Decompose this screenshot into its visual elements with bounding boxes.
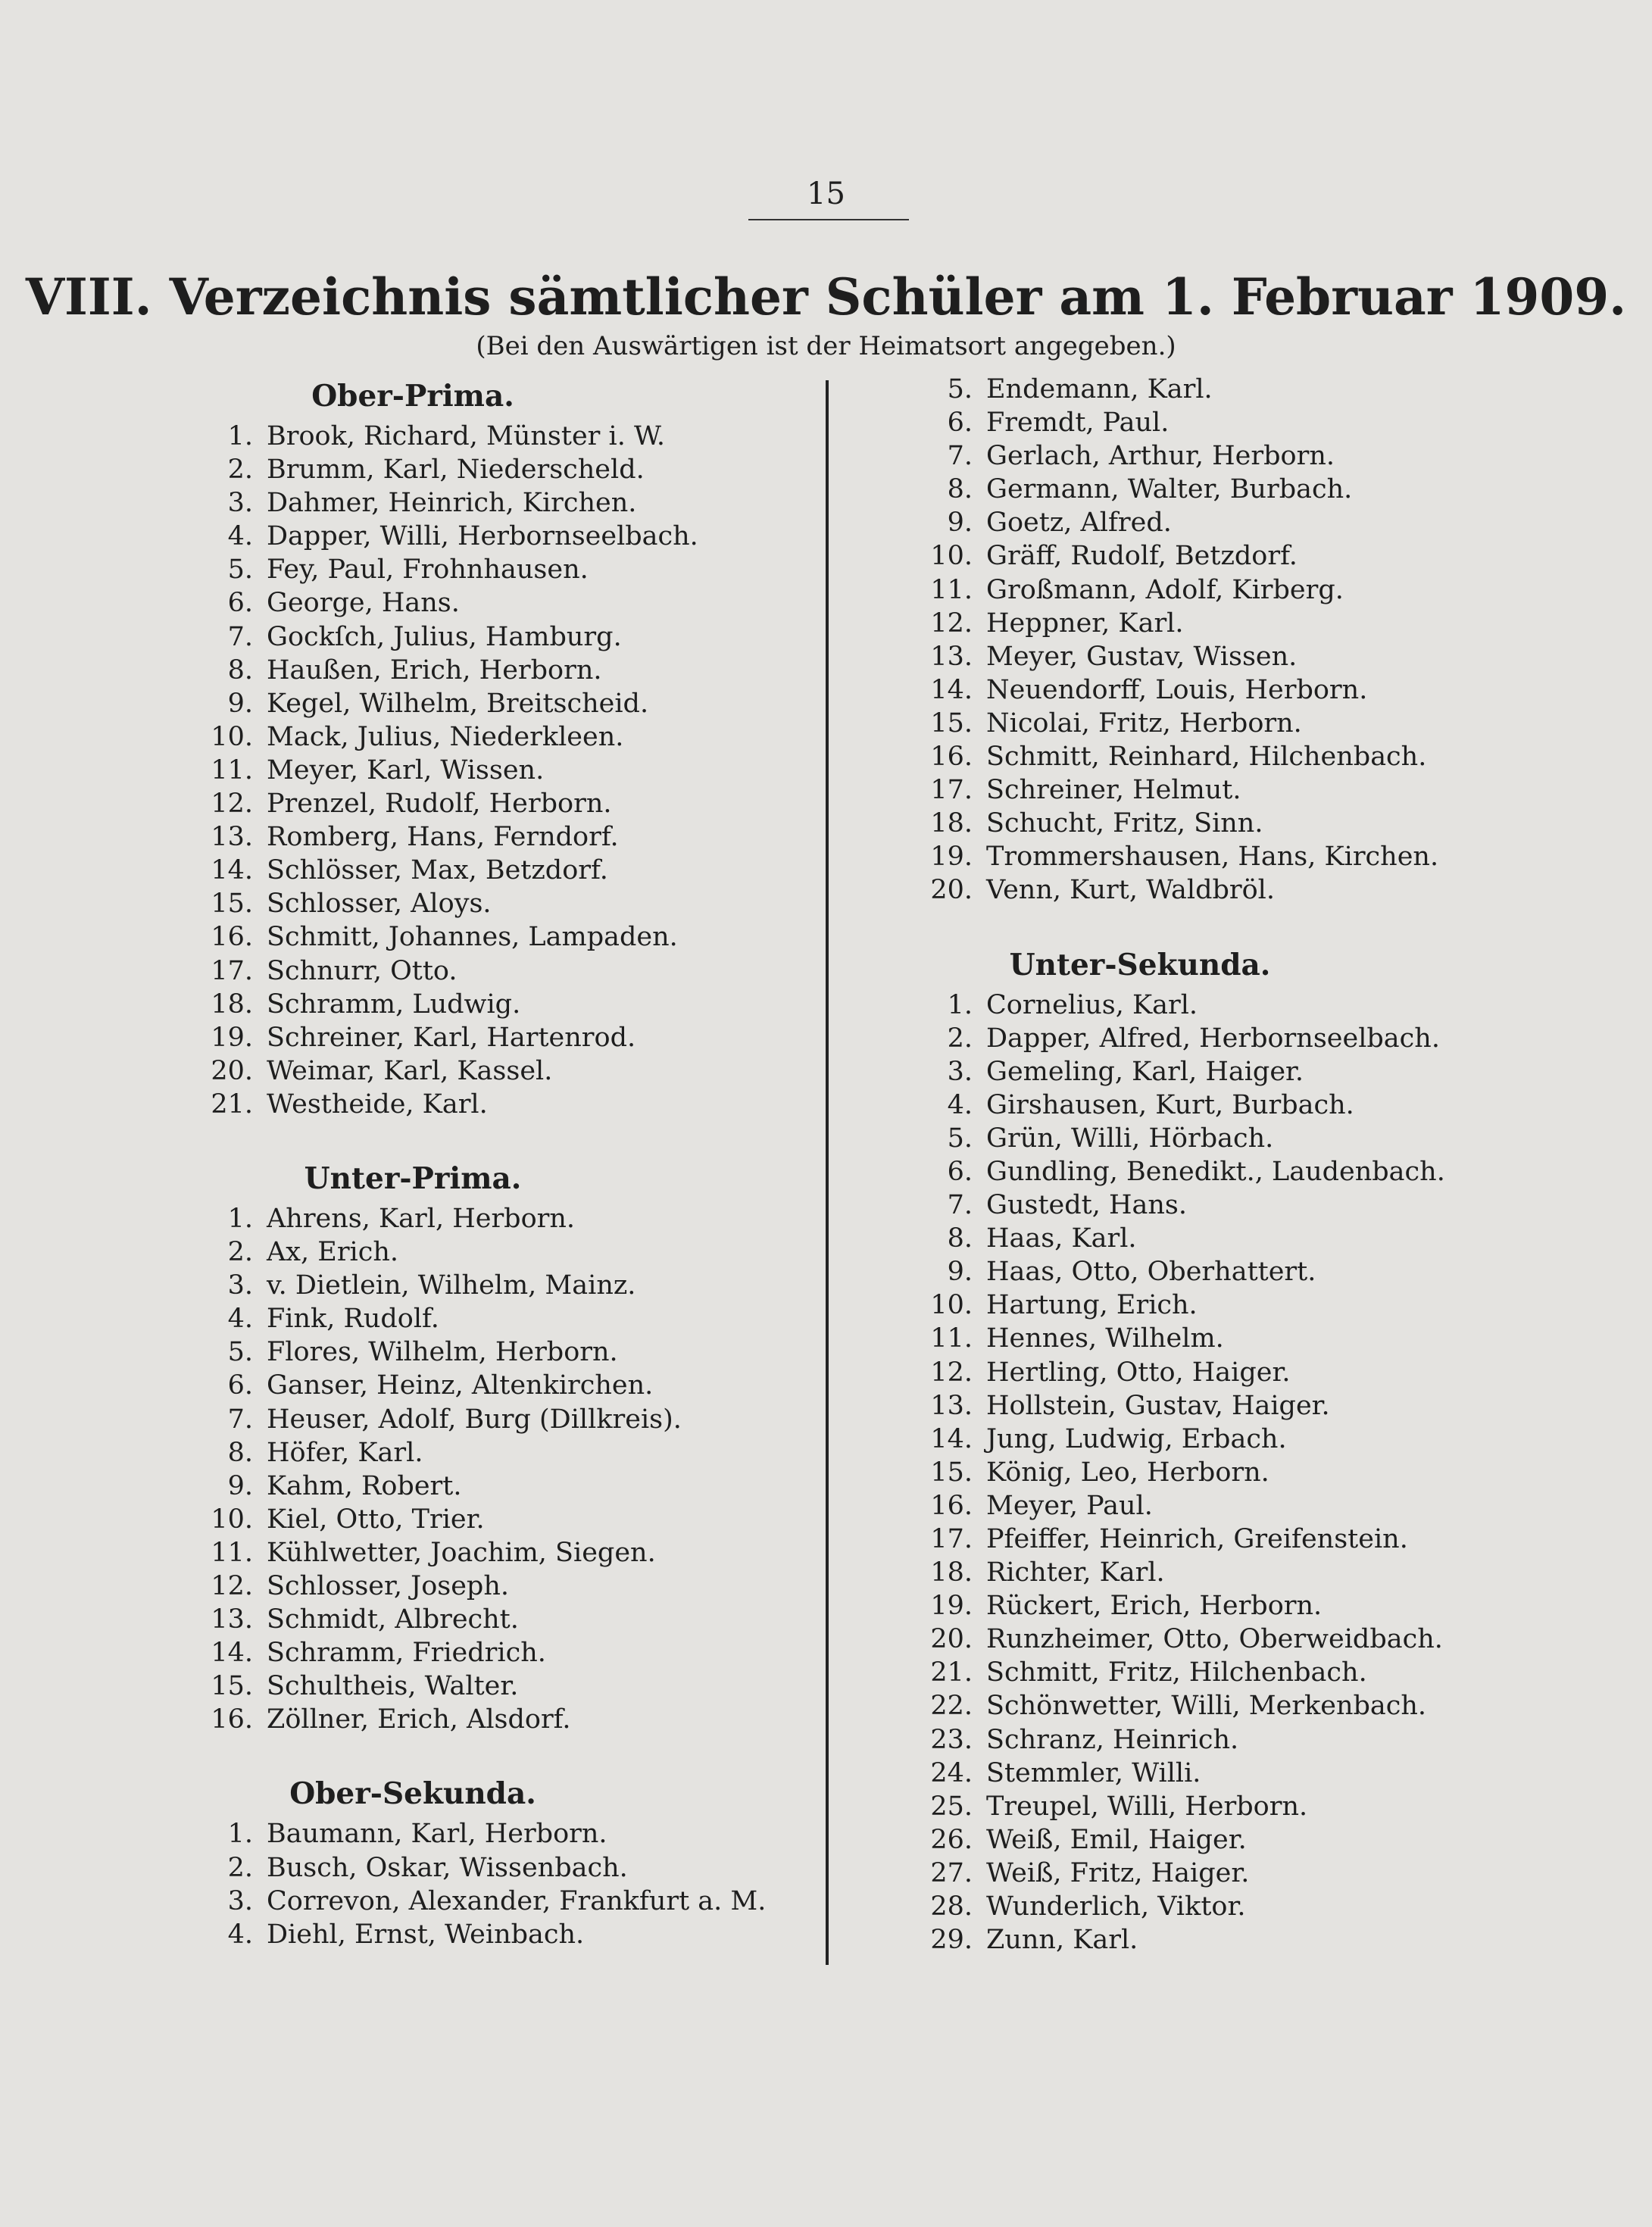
- entry-number: 23.: [930, 1724, 973, 1755]
- entry-name: Baumann, Karl, Herborn.: [267, 1819, 607, 1850]
- section-title-ober-prima: Ober-Prima.: [311, 379, 514, 414]
- page-title: VIII. Verzeichnis sämtlicher Schüler am 1. Februar 1909.: [25, 267, 1627, 326]
- list-item: [189, 687, 810, 720]
- entry-name: Schmitt, Johannes, Lampaden.: [267, 922, 678, 953]
- list-item: [189, 954, 810, 988]
- list-item: [189, 1403, 810, 1436]
- entry-number: 1.: [227, 1203, 253, 1234]
- entry-number: 17.: [930, 775, 973, 806]
- list-item: [189, 1851, 810, 1885]
- entry-number: 13.: [211, 1604, 253, 1635]
- list-item: [189, 453, 810, 486]
- entry-number: 7.: [947, 441, 973, 472]
- entry-name: Cornelius, Karl.: [986, 989, 1198, 1020]
- column-divider: [826, 380, 829, 1965]
- entry-number: 2.: [227, 1852, 253, 1883]
- entry-name: Busch, Oskar, Wissenbach.: [267, 1852, 628, 1883]
- list-unter-prima: [189, 1202, 810, 1737]
- list-item: [901, 1188, 1629, 1222]
- list-item: [901, 607, 1629, 640]
- list-item: [901, 1456, 1629, 1489]
- list-item: [189, 1703, 810, 1736]
- entry-number: 7.: [227, 621, 253, 652]
- list-item: [901, 989, 1629, 1022]
- list-item: [901, 539, 1629, 573]
- entry-name: Schmitt, Fritz, Hilchenbach.: [986, 1657, 1367, 1688]
- list-item: [189, 1269, 810, 1302]
- entry-name: Correvon, Alexander, Frankfurt a. M.: [267, 1885, 767, 1916]
- entry-name: Kühlwetter, Joachim, Siegen.: [267, 1537, 656, 1568]
- list-item: [189, 820, 810, 854]
- entry-number: 3.: [227, 1885, 253, 1916]
- entry-name: Westheide, Karl.: [267, 1089, 488, 1120]
- entry-number: 5.: [227, 554, 253, 586]
- entry-name: Venn, Kurt, Waldbröl.: [986, 875, 1276, 906]
- section-title-unter-prima: Unter-Prima.: [304, 1160, 522, 1196]
- entry-number: 14.: [211, 855, 253, 886]
- entry-name: Hartung, Erich.: [986, 1290, 1198, 1321]
- entry-number: 11.: [211, 754, 253, 786]
- list-item: [189, 1817, 810, 1851]
- entry-number: 15.: [211, 889, 253, 920]
- entry-number: 8.: [947, 474, 973, 505]
- list-item: [189, 1021, 810, 1054]
- entry-name: Zöllner, Erich, Alsdorf.: [267, 1704, 571, 1735]
- entry-name: Gundling, Benedikt., Laudenbach.: [986, 1156, 1445, 1187]
- entry-name: Gräff, Rudolf, Betzdorf.: [986, 541, 1298, 572]
- entry-name: Mack, Julius, Niederkleen.: [267, 721, 624, 752]
- page-number: 15: [807, 176, 845, 211]
- entry-number: 3.: [947, 1056, 973, 1087]
- entry-name: Nicolai, Fritz, Herborn.: [986, 707, 1302, 739]
- entry-number: 9.: [227, 1470, 253, 1501]
- list-item: [189, 1885, 810, 1918]
- list-ober-sekunda: [189, 1817, 810, 1951]
- page-subtitle: (Bei den Auswärtigen ist der Heimatsort angegeben.): [476, 331, 1176, 361]
- left-column: [189, 373, 810, 1951]
- entry-name: Schönwetter, Willi, Merkenbach.: [986, 1691, 1427, 1722]
- list-item: [901, 506, 1629, 539]
- list-item: [901, 1022, 1629, 1055]
- entry-number: 14.: [930, 674, 973, 705]
- entry-number: 4.: [227, 521, 253, 552]
- list-item: [901, 406, 1629, 439]
- list-item: [189, 420, 810, 453]
- entry-number: 1.: [947, 989, 973, 1020]
- entry-number: 3.: [227, 488, 253, 519]
- entry-number: 5.: [227, 1337, 253, 1368]
- list-item: [901, 873, 1629, 907]
- entry-number: 18.: [211, 989, 253, 1020]
- entry-number: 6.: [947, 408, 973, 439]
- entry-name: Hertling, Otto, Haiger.: [986, 1357, 1291, 1388]
- entry-name: Romberg, Hans, Ferndorf.: [267, 822, 619, 853]
- entry-number: 26.: [930, 1824, 973, 1855]
- entry-number: 8.: [227, 654, 253, 686]
- list-item: [189, 1088, 810, 1121]
- entry-number: 4.: [227, 1919, 253, 1950]
- entry-name: Rückert, Erich, Herborn.: [986, 1591, 1323, 1622]
- list-item: [901, 840, 1629, 873]
- entry-name: Treupel, Willi, Herborn.: [986, 1791, 1308, 1822]
- entry-number: 9.: [947, 508, 973, 539]
- list-item: [901, 1623, 1629, 1656]
- list-item: [901, 1723, 1629, 1757]
- entry-number: 6.: [947, 1156, 973, 1187]
- list-item: [901, 573, 1629, 607]
- entry-name: Schramm, Friedrich.: [267, 1638, 546, 1669]
- entry-number: 10.: [930, 541, 973, 572]
- entry-number: 25.: [930, 1791, 973, 1822]
- entry-name: Schlosser, Aloys.: [267, 889, 492, 920]
- entry-name: Wunderlich, Viktor.: [986, 1891, 1246, 1922]
- entry-name: Stemmler, Willi.: [986, 1757, 1201, 1788]
- entry-name: Germann, Walter, Burbach.: [986, 474, 1353, 505]
- list-item: [189, 553, 810, 586]
- entry-name: Großmann, Adolf, Kirberg.: [986, 574, 1344, 605]
- entry-number: 12.: [211, 789, 253, 820]
- entry-number: 4.: [227, 1304, 253, 1335]
- entry-number: 16.: [211, 1704, 253, 1735]
- entry-name: Schlosser, Joseph.: [267, 1571, 510, 1601]
- entry-number: 10.: [211, 1504, 253, 1535]
- entry-number: 18.: [930, 1557, 973, 1588]
- list-item: [189, 1603, 810, 1636]
- right-column: [901, 373, 1629, 1957]
- entry-name: Schreiner, Helmut.: [986, 775, 1241, 806]
- list-item: [901, 807, 1629, 840]
- list-item: [189, 586, 810, 620]
- entry-name: Meyer, Paul.: [986, 1490, 1153, 1521]
- entry-name: Hollstein, Gustav, Haiger.: [986, 1390, 1330, 1421]
- list-item: [901, 1322, 1629, 1355]
- entry-number: 5.: [947, 374, 973, 404]
- list-item: [189, 1918, 810, 1951]
- entry-number: 13.: [930, 641, 973, 672]
- entry-name: v. Dietlein, Wilhelm, Mainz.: [267, 1270, 636, 1301]
- entry-number: 8.: [947, 1223, 973, 1254]
- entry-number: 6.: [227, 1370, 253, 1401]
- entry-number: 29.: [930, 1925, 973, 1956]
- entry-name: Hennes, Wilhelm.: [986, 1323, 1224, 1354]
- entry-number: 20.: [930, 1624, 973, 1655]
- page-number-rule: [748, 219, 909, 220]
- entry-name: Haas, Otto, Oberhattert.: [986, 1257, 1316, 1288]
- list-item: [189, 1503, 810, 1536]
- entry-name: Haas, Karl.: [986, 1223, 1137, 1254]
- list-item: [189, 1369, 810, 1402]
- entry-name: Kahm, Robert.: [267, 1470, 462, 1501]
- entry-name: Flores, Wilhelm, Herborn.: [267, 1337, 618, 1368]
- list-item: [189, 1570, 810, 1603]
- entry-number: 13.: [211, 822, 253, 853]
- list-item: [901, 473, 1629, 506]
- entry-name: Kiel, Otto, Trier.: [267, 1504, 485, 1535]
- list-item: [901, 1356, 1629, 1389]
- list-item: [901, 1489, 1629, 1523]
- entry-name: Dapper, Alfred, Herbornseelbach.: [986, 1023, 1440, 1054]
- entry-number: 2.: [227, 1237, 253, 1268]
- list-item: [901, 1823, 1629, 1857]
- entry-number: 17.: [211, 955, 253, 986]
- entry-number: 17.: [930, 1524, 973, 1554]
- list-item: [189, 1536, 810, 1570]
- list-item: [901, 439, 1629, 473]
- entry-name: Schnurr, Otto.: [267, 955, 458, 986]
- list-item: [901, 1155, 1629, 1188]
- entry-name: Kegel, Wilhelm, Breitscheid.: [267, 688, 649, 719]
- entry-number: 5.: [947, 1123, 973, 1154]
- entry-name: Zunn, Karl.: [986, 1925, 1138, 1956]
- list-item: [189, 1235, 810, 1269]
- entry-name: König, Leo, Herborn.: [986, 1457, 1269, 1488]
- entry-name: Endemann, Karl.: [986, 374, 1213, 404]
- list-item: [901, 1423, 1629, 1456]
- entry-name: Fink, Rudolf.: [267, 1304, 439, 1335]
- entry-name: Brumm, Karl, Niederscheld.: [267, 454, 645, 486]
- entry-number: 11.: [211, 1537, 253, 1568]
- entry-number: 28.: [930, 1891, 973, 1922]
- entry-number: 19.: [211, 1022, 253, 1053]
- entry-name: Richter, Karl.: [986, 1557, 1165, 1588]
- list-item: [901, 1556, 1629, 1589]
- list-item: [189, 1054, 810, 1088]
- entry-name: Ahrens, Karl, Herborn.: [267, 1203, 576, 1234]
- entry-number: 10.: [211, 721, 253, 752]
- entry-name: Schranz, Heinrich.: [986, 1724, 1239, 1755]
- entry-number: 27.: [930, 1857, 973, 1888]
- entry-name: Höfer, Karl.: [267, 1437, 423, 1468]
- entry-number: 20.: [930, 875, 973, 906]
- entry-number: 18.: [930, 808, 973, 839]
- entry-number: 4.: [947, 1089, 973, 1120]
- entry-name: Meyer, Gustav, Wissen.: [986, 641, 1298, 672]
- entry-number: 20.: [211, 1055, 253, 1086]
- list-item: [189, 1302, 810, 1335]
- list-item: [901, 1857, 1629, 1890]
- entry-name: Gustedt, Hans.: [986, 1190, 1187, 1221]
- entry-number: 16.: [930, 1490, 973, 1521]
- list-item: [189, 1202, 810, 1235]
- entry-number: 2.: [227, 454, 253, 486]
- entry-number: 14.: [211, 1638, 253, 1669]
- entry-number: 16.: [930, 742, 973, 773]
- entry-name: Schucht, Fritz, Sinn.: [986, 808, 1263, 839]
- list-item: [189, 920, 810, 954]
- entry-name: Schramm, Ludwig.: [267, 989, 521, 1020]
- entry-number: 19.: [930, 1591, 973, 1622]
- entry-name: Gockſch, Julius, Hamburg.: [267, 621, 622, 652]
- entry-name: Ax, Erich.: [267, 1237, 399, 1268]
- list-item: [901, 1890, 1629, 1923]
- entry-name: Fremdt, Paul.: [986, 408, 1170, 439]
- entry-number: 16.: [211, 922, 253, 953]
- list-item: [901, 1923, 1629, 1957]
- list-item: [189, 1636, 810, 1669]
- entry-name: Goetz, Alfred.: [986, 508, 1172, 539]
- entry-number: 1.: [227, 421, 253, 451]
- list-item: [901, 707, 1629, 740]
- list-item: [901, 1255, 1629, 1288]
- list-item: [901, 1089, 1629, 1122]
- entry-number: 1.: [227, 1819, 253, 1850]
- entry-name: Prenzel, Rudolf, Herborn.: [267, 789, 612, 820]
- entry-number: 6.: [227, 588, 253, 619]
- list-item: [901, 1523, 1629, 1556]
- entry-number: 12.: [211, 1571, 253, 1601]
- list-item: [901, 373, 1629, 406]
- entry-number: 7.: [227, 1404, 253, 1435]
- list-item: [189, 754, 810, 787]
- entry-name: Trommershausen, Hans, Kirchen.: [986, 842, 1439, 873]
- entry-name: Grün, Willi, Hörbach.: [986, 1123, 1274, 1154]
- entry-name: Girshausen, Kurt, Burbach.: [986, 1089, 1354, 1120]
- list-item: [901, 1656, 1629, 1689]
- entry-name: Gerlach, Arthur, Herborn.: [986, 441, 1335, 472]
- entry-name: George, Hans.: [267, 588, 460, 619]
- list-item: [901, 740, 1629, 773]
- list-item: [901, 1288, 1629, 1322]
- entry-name: Haußen, Erich, Herborn.: [267, 654, 602, 686]
- entry-number: 21.: [930, 1657, 973, 1688]
- list-item: [189, 887, 810, 920]
- list-item: [189, 1436, 810, 1470]
- entry-name: Meyer, Karl, Wissen.: [267, 754, 545, 786]
- list-ober-sekunda-continued: [901, 373, 1629, 907]
- list-item: [901, 640, 1629, 673]
- list-item: [901, 1222, 1629, 1255]
- list-ober-prima: [189, 420, 810, 1121]
- entry-name: Fey, Paul, Frohnhausen.: [267, 554, 589, 586]
- section-title-ober-sekunda: Ober-Sekunda.: [289, 1776, 536, 1812]
- entry-number: 15.: [930, 707, 973, 739]
- list-item: [901, 1389, 1629, 1423]
- entry-name: Schultheis, Walter.: [267, 1671, 519, 1702]
- entry-number: 11.: [930, 1323, 973, 1354]
- entry-number: 2.: [947, 1023, 973, 1054]
- list-item: [901, 1790, 1629, 1823]
- entry-number: 13.: [930, 1390, 973, 1421]
- entry-number: 7.: [947, 1190, 973, 1221]
- entry-number: 12.: [930, 1357, 973, 1388]
- list-item: [189, 620, 810, 654]
- entry-name: Diehl, Ernst, Weinbach.: [267, 1919, 585, 1950]
- entry-number: 22.: [930, 1691, 973, 1722]
- entry-number: 8.: [227, 1437, 253, 1468]
- entry-name: Schmidt, Albrecht.: [267, 1604, 519, 1635]
- entry-name: Gemeling, Karl, Haiger.: [986, 1056, 1304, 1087]
- entry-number: 15.: [930, 1457, 973, 1488]
- entry-name: Schreiner, Karl, Hartenrod.: [267, 1022, 636, 1053]
- list-item: [901, 1122, 1629, 1155]
- entry-name: Neuendorff, Louis, Herborn.: [986, 674, 1368, 705]
- entry-name: Heuser, Adolf, Burg (Dillkreis).: [267, 1404, 682, 1435]
- list-item: [189, 1470, 810, 1503]
- list-item: [189, 988, 810, 1021]
- entry-name: Brook, Richard, Münster i. W.: [267, 421, 665, 451]
- entry-name: Pfeiffer, Heinrich, Greifenstein.: [986, 1524, 1408, 1554]
- section-title-unter-sekunda: Unter-Sekunda.: [1009, 947, 1271, 982]
- entry-name: Schmitt, Reinhard, Hilchenbach.: [986, 742, 1427, 773]
- list-unter-sekunda: [901, 989, 1629, 1957]
- entry-name: Dahmer, Heinrich, Kirchen.: [267, 488, 637, 519]
- entry-name: Weiß, Fritz, Haiger.: [986, 1857, 1250, 1888]
- list-item: [901, 673, 1629, 707]
- entry-number: 9.: [227, 688, 253, 719]
- entry-name: Jung, Ludwig, Erbach.: [986, 1423, 1287, 1454]
- list-item: [901, 1757, 1629, 1790]
- list-item: [189, 654, 810, 687]
- entry-number: 19.: [930, 842, 973, 873]
- entry-name: Runzheimer, Otto, Oberweidbach.: [986, 1624, 1443, 1655]
- entry-number: 9.: [947, 1257, 973, 1288]
- entry-name: Weimar, Karl, Kassel.: [267, 1055, 553, 1086]
- list-item: [189, 787, 810, 820]
- list-item: [901, 1055, 1629, 1089]
- entry-number: 12.: [930, 608, 973, 639]
- list-item: [189, 520, 810, 553]
- list-item: [189, 720, 810, 754]
- entry-number: 21.: [211, 1089, 253, 1120]
- entry-number: 15.: [211, 1671, 253, 1702]
- entry-number: 14.: [930, 1423, 973, 1454]
- entry-number: 24.: [930, 1757, 973, 1788]
- entry-name: Weiß, Emil, Haiger.: [986, 1824, 1247, 1855]
- list-item: [901, 1589, 1629, 1623]
- list-item: [901, 1689, 1629, 1723]
- entry-number: 3.: [227, 1270, 253, 1301]
- entry-number: 11.: [930, 574, 973, 605]
- list-item: [189, 486, 810, 520]
- list-item: [901, 773, 1629, 807]
- entry-number: 10.: [930, 1290, 973, 1321]
- list-item: [189, 1669, 810, 1703]
- entry-name: Schlösser, Max, Betzdorf.: [267, 855, 608, 886]
- entry-name: Heppner, Karl.: [986, 608, 1184, 639]
- list-item: [189, 854, 810, 887]
- entry-name: Dapper, Willi, Herbornseelbach.: [267, 521, 698, 552]
- entry-name: Ganser, Heinz, Altenkirchen.: [267, 1370, 654, 1401]
- list-item: [189, 1335, 810, 1369]
